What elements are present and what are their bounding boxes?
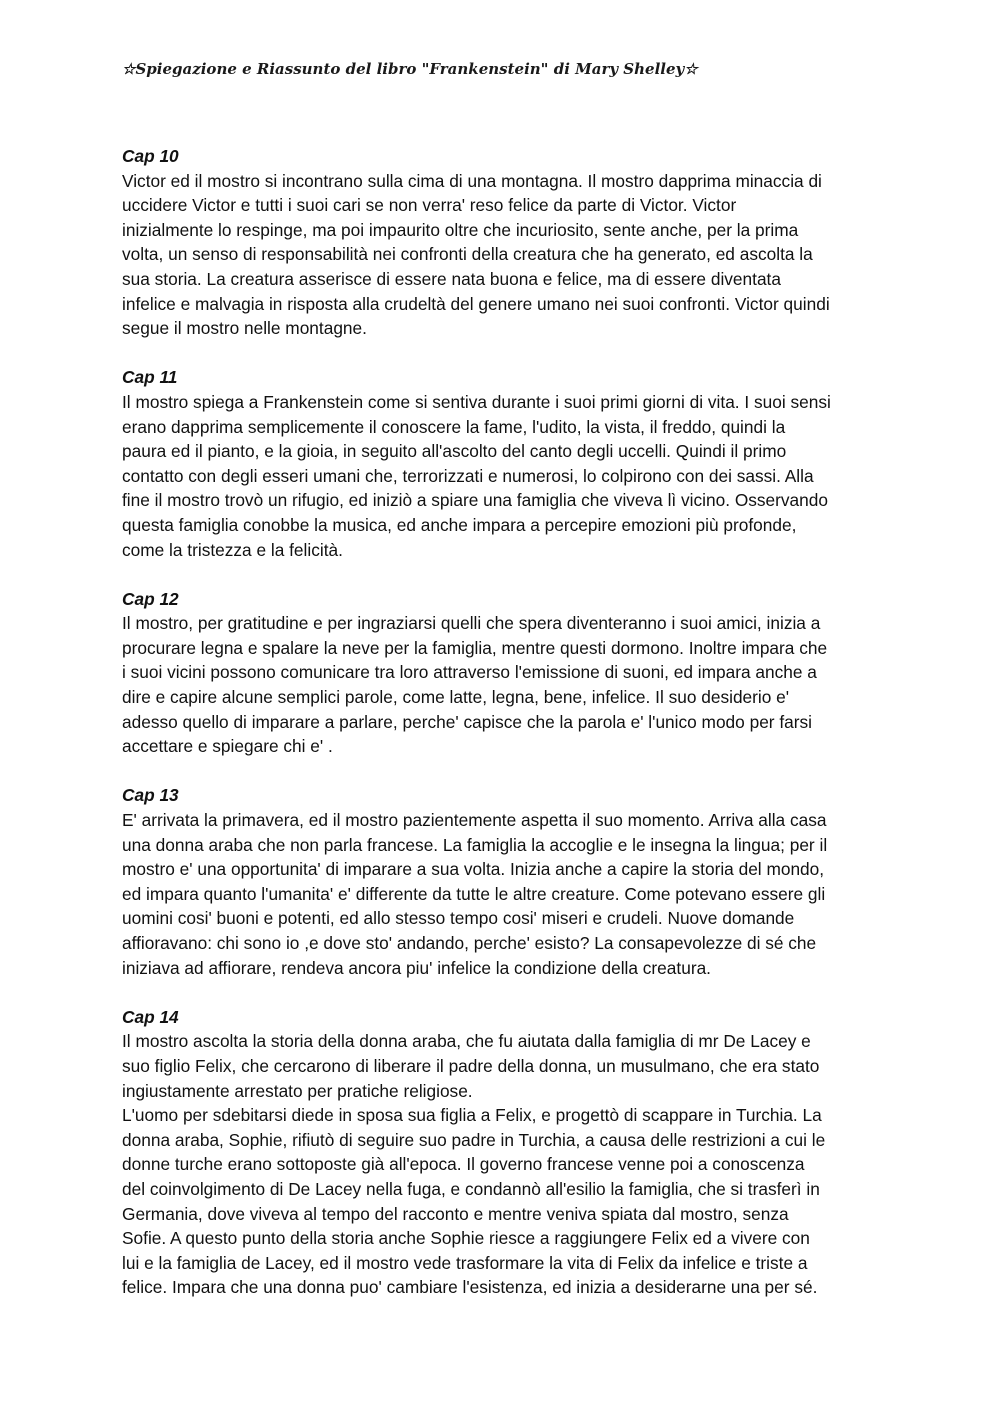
text-line: Il mostro ascolta la storia della donna araba, che fu aiutata dalla famiglia di mr De Lacey e: [122, 1031, 811, 1052]
chapter-section: [122, 365, 882, 562]
chapter-section: [122, 1005, 882, 1300]
text-line: del coinvolgimento di De Lacey nella fuga, e condannò all'esilio la famiglia, che si trasferì in: [122, 1178, 820, 1199]
text-line: affioravano: chi sono io ,e dove sto' andando, perche' esisto? La consapevolezze di sé che: [122, 933, 817, 953]
text-line: dire e capire alcune semplici parole, come latte, legna, bene, infelice. Il suo desiderio e': [122, 687, 790, 708]
text-line: E' arrivata la primavera, ed il mostro pazientemente aspetta il suo momento. Arriva alla casa: [122, 810, 827, 831]
chapter-title: Cap 13: [122, 785, 179, 806]
text-line: felice. Impara che una donna puo' cambiare l'esistenza, ed inizia a desiderarne una per sé.: [122, 1277, 818, 1298]
text-line: i suoi vicini possono comunicare tra loro attraverso l'emissione di suoni, ed impara anche a: [122, 662, 817, 683]
text-line: mostro e' una opportunita' di imparare a sua volta. Inizia anche a capire la storia del mondo,: [122, 859, 825, 880]
text-line: adesso quello di imparare a parlare, perche' capisce che la parola e' l'unico modo per farsi: [122, 711, 813, 732]
text-line: una donna araba che non parla francese. La famiglia la accoglie e le insegna la lingua; per il: [122, 834, 828, 855]
text-line: Victor ed il mostro si incontrano sulla cima di una montagna. Il mostro dapprima minaccia di: [122, 170, 822, 191]
text-line: uccidere Victor e tutti i suoi cari se non verra' reso felice da parte di Victor. Victor: [122, 195, 737, 216]
text-line: paura ed il pianto, e la gioia, in seguito all'ascolto del canto degli uccelli. Quindi il primo: [122, 441, 787, 462]
page-header-title: ☆Spiegazione e Riassunto del libro "Frankenstein" di Mary Shelley☆: [122, 60, 698, 78]
chapter-title: Cap 12: [122, 588, 179, 609]
chapter-section: [122, 783, 882, 980]
text-line: Germania, dove viveva al tempo del racconto e mentre veniva spiata dal mostro, senza: [122, 1203, 789, 1224]
chapter-title: Cap 10: [122, 146, 179, 166]
text-line: infelice e malvagia in risposta alla crudeltà del genere umano nei suoi confronti. Victor quindi: [122, 293, 830, 314]
text-line: questa famiglia conobbe la musica, ed anche impara a percepire emozioni più profonde,: [122, 514, 797, 535]
text-line: lui e la famiglia de Lacey, ed il mostro vede trasformare la vita di Felix da infelice e triste a: [122, 1252, 808, 1273]
text-line: suo figlio Felix, che cercarono di liberare il padre della donna, un musulmano, che era stato: [122, 1055, 820, 1076]
text-line: accettare e spiegare chi e' .: [122, 736, 333, 757]
text-line: L'uomo per sdebitarsi diede in sposa sua figlia a Felix, e progettò di scappare in Turchia. La: [122, 1105, 822, 1126]
text-line: sua storia. La creatura asserisce di essere nata buona e felice, ma di essere diventata: [122, 268, 781, 289]
chapter-paragraph: [122, 611, 882, 759]
text-line: fine il mostro trovò un rifugio, ed iniziò a spiare una famiglia che viveva lì vicino. Osservando: [122, 490, 828, 511]
text-line: uomini cosi' buoni e potenti, ed allo stesso tempo cosi' miseri e crudeli. Nuove domande: [122, 908, 795, 929]
text-line: Sofie. A questo punto della storia anche Sophie riesce a raggiungere Felix ed a vivere con: [122, 1228, 810, 1249]
text-line: contatto con degli esseri umani che, terrorizzati e numerosi, lo colpirono con dei sassi. Alla: [122, 465, 814, 486]
text-line: come la tristezza e la felicità.: [122, 539, 343, 560]
text-line: donna araba, Sophie, rifiutò di seguire suo padre in Turchia, a causa delle restrizioni a cui le: [122, 1129, 826, 1150]
chapter-paragraph: [122, 1103, 882, 1300]
chapter-paragraph: [122, 390, 882, 562]
chapter-paragraph: [122, 1029, 882, 1103]
document-body: [122, 144, 882, 1325]
text-line: Il mostro spiega a Frankenstein come si sentiva durante i suoi primi giorni di vita. I suoi sensi: [122, 391, 831, 412]
text-line: Il mostro, per gratitudine e per ingraziarsi quelli che spera diventeranno i suoi amici, inizia a: [122, 613, 821, 634]
chapter-paragraph: [122, 808, 882, 980]
text-line: iniziava ad affiorare, rendeva ancora piu' infelice la condizione della creatura.: [122, 957, 711, 978]
text-line: volta, un senso di responsabilità nei confronti della creatura che ha generato, ed ascolta la: [122, 244, 813, 265]
chapter-paragraph: [122, 169, 882, 341]
text-line: ed impara quanto l'umanita' e' differente da tutte le altre creature. Come potevano essere gli: [122, 883, 826, 904]
text-line: procurare legna e spalare la neve per la famiglia, mentre questi dormono. Inoltre impara che: [122, 637, 828, 658]
chapter-section: [122, 587, 882, 759]
text-line: ingiustamente arrestato per pratiche religiose.: [122, 1080, 473, 1101]
text-line: erano dapprima semplicemente il conoscere la fame, l'udito, la vista, il freddo, quindi la: [122, 416, 786, 437]
chapter-title: Cap 14: [122, 1006, 179, 1027]
text-line: donne turche erano sottoposte già all'epoca. Il governo francese venne poi a conoscenza: [122, 1154, 805, 1175]
chapter-section: [122, 144, 882, 341]
text-line: segue il mostro nelle montagne.: [122, 318, 367, 339]
text-line: inizialmente lo respinge, ma poi impaurito oltre che incuriosito, sente anche, per la prima: [122, 219, 799, 240]
chapter-title: Cap 11: [122, 367, 178, 388]
